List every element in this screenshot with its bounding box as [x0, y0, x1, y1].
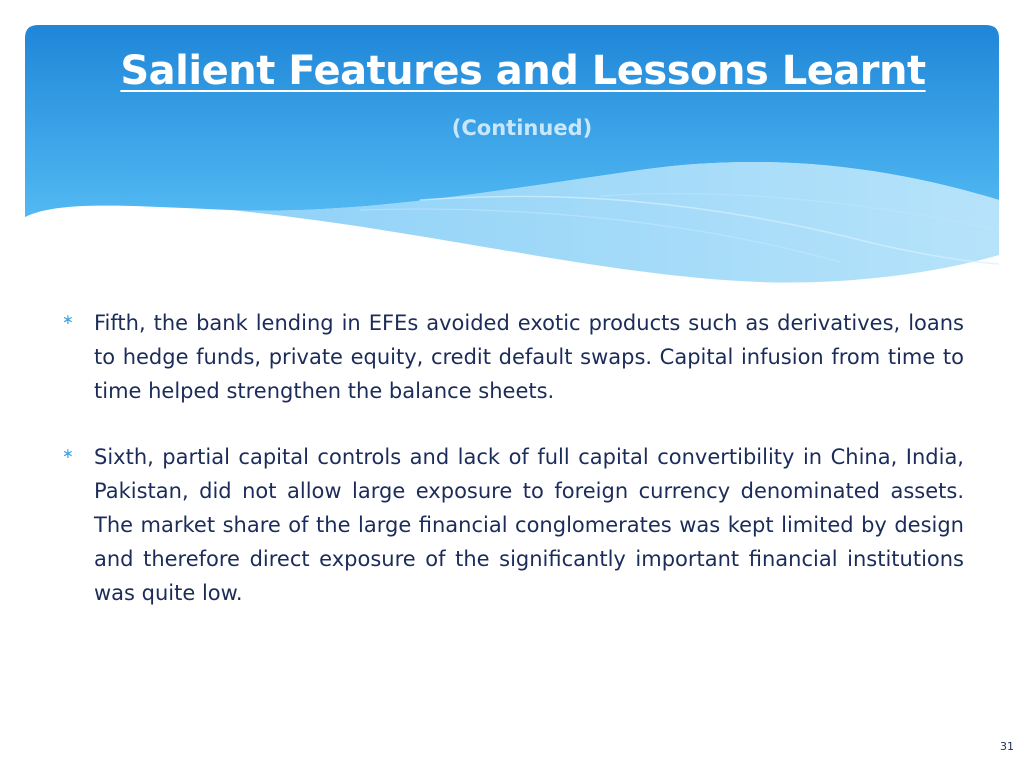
page-number: 31 [1000, 740, 1014, 753]
asterisk-bullet-icon: ∗ [62, 312, 74, 328]
bullet-item [58, 306, 964, 408]
bullet-text: Sixth, partial capital controls and lack of full capital convertibility in China, India, Pakistan, did not allow large exposure to foreign currency denominated assets. The market share of the large financial conglomerates was kept limited by design and therefore direct exposure of the significantly important financial institutions was quite low. [94, 445, 964, 605]
slide-subtitle: (Continued) [451, 116, 593, 140]
header-wave-background [0, 0, 1024, 300]
slide-title: Salient Features and Lessons Learnt [120, 48, 926, 94]
bullet-text: Fifth, the bank lending in EFEs avoided exotic products such as derivatives, loans to hedge funds, private equity, credit default swaps. Capital infusion from time to time helped strengthen the balance sheets. [94, 311, 964, 403]
bullet-item [58, 440, 964, 610]
asterisk-bullet-icon: ∗ [62, 446, 74, 462]
bullet-list [58, 306, 964, 642]
